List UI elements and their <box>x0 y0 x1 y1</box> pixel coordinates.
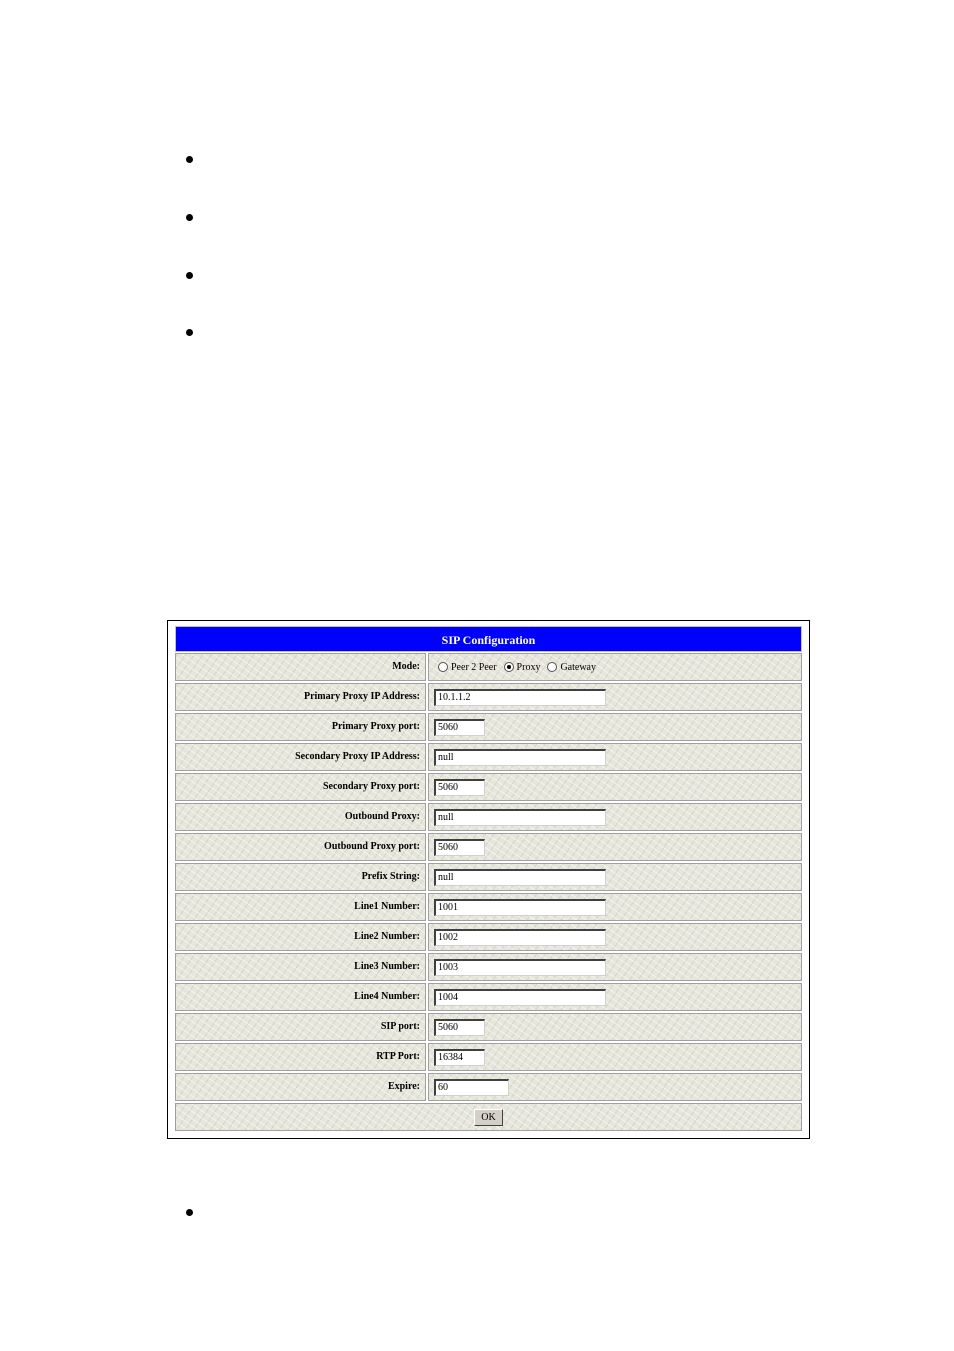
bullet-point-1 <box>186 156 193 163</box>
radio-gateway-label: Gateway <box>560 661 596 673</box>
line3-number-input[interactable]: 1003 <box>434 959 606 976</box>
line3-number-row <box>175 952 802 982</box>
primary-proxy-port-label: Primary Proxy port: <box>175 713 426 741</box>
secondary-proxy-ip-label: Secondary Proxy IP Address: <box>175 743 426 771</box>
outbound-proxy-port-input[interactable]: 5060 <box>434 839 485 856</box>
line1-number-label: Line1 Number: <box>175 893 426 921</box>
radio-peer-2-peer-label: Peer 2 Peer <box>451 661 497 673</box>
line2-number-label: Line2 Number: <box>175 923 426 951</box>
secondary-proxy-port-label: Secondary Proxy port: <box>175 773 426 801</box>
primary-proxy-ip-row <box>175 682 802 712</box>
radio-proxy-label: Proxy <box>516 661 541 673</box>
secondary-proxy-port-row <box>175 772 802 802</box>
bullet-point-4 <box>186 329 193 336</box>
primary-proxy-port-row <box>175 712 802 742</box>
primary-proxy-port-input[interactable]: 5060 <box>434 719 485 736</box>
radio-proxy[interactable] <box>504 662 514 672</box>
secondary-proxy-ip-input[interactable]: null <box>434 749 606 766</box>
bullet-point-5 <box>186 1209 193 1216</box>
sip-port-label: SIP port: <box>175 1013 426 1041</box>
mode-label: Mode: <box>175 653 426 681</box>
sip-configuration-panel <box>167 620 810 1139</box>
expire-label: Expire: <box>175 1073 426 1101</box>
panel-title: SIP Configuration <box>175 626 802 652</box>
prefix-string-input[interactable]: null <box>434 869 606 886</box>
line2-number-input[interactable]: 1002 <box>434 929 606 946</box>
line4-number-label: Line4 Number: <box>175 983 426 1011</box>
expire-input[interactable]: 60 <box>434 1079 509 1096</box>
outbound-proxy-port-label: Outbound Proxy port: <box>175 833 426 861</box>
sip-port-input[interactable]: 5060 <box>434 1019 485 1036</box>
mode-options <box>428 653 802 681</box>
outbound-proxy-port-row <box>175 832 802 862</box>
bullet-point-2 <box>186 214 193 221</box>
mode-row <box>175 652 802 682</box>
primary-proxy-ip-label: Primary Proxy IP Address: <box>175 683 426 711</box>
rtp-port-row <box>175 1042 802 1072</box>
radio-peer-2-peer[interactable] <box>438 662 448 672</box>
outbound-proxy-label: Outbound Proxy: <box>175 803 426 831</box>
rtp-port-input[interactable]: 16384 <box>434 1049 485 1066</box>
outbound-proxy-input[interactable]: null <box>434 809 606 826</box>
sip-port-row <box>175 1012 802 1042</box>
secondary-proxy-port-input[interactable]: 5060 <box>434 779 485 796</box>
bullet-point-3 <box>186 272 193 279</box>
rtp-port-label: RTP Port: <box>175 1043 426 1071</box>
line3-number-label: Line3 Number: <box>175 953 426 981</box>
line2-number-row <box>175 922 802 952</box>
ok-button[interactable]: OK <box>474 1109 503 1126</box>
line1-number-input[interactable]: 1001 <box>434 899 606 916</box>
prefix-string-row <box>175 862 802 892</box>
primary-proxy-ip-input[interactable]: 10.1.1.2 <box>434 689 606 706</box>
secondary-proxy-ip-row <box>175 742 802 772</box>
ok-row <box>175 1102 802 1132</box>
expire-row <box>175 1072 802 1102</box>
radio-gateway[interactable] <box>547 662 557 672</box>
ok-cell <box>175 1103 802 1131</box>
prefix-string-label: Prefix String: <box>175 863 426 891</box>
line4-number-row <box>175 982 802 1012</box>
line4-number-input[interactable]: 1004 <box>434 989 606 1006</box>
outbound-proxy-row <box>175 802 802 832</box>
line1-number-row <box>175 892 802 922</box>
